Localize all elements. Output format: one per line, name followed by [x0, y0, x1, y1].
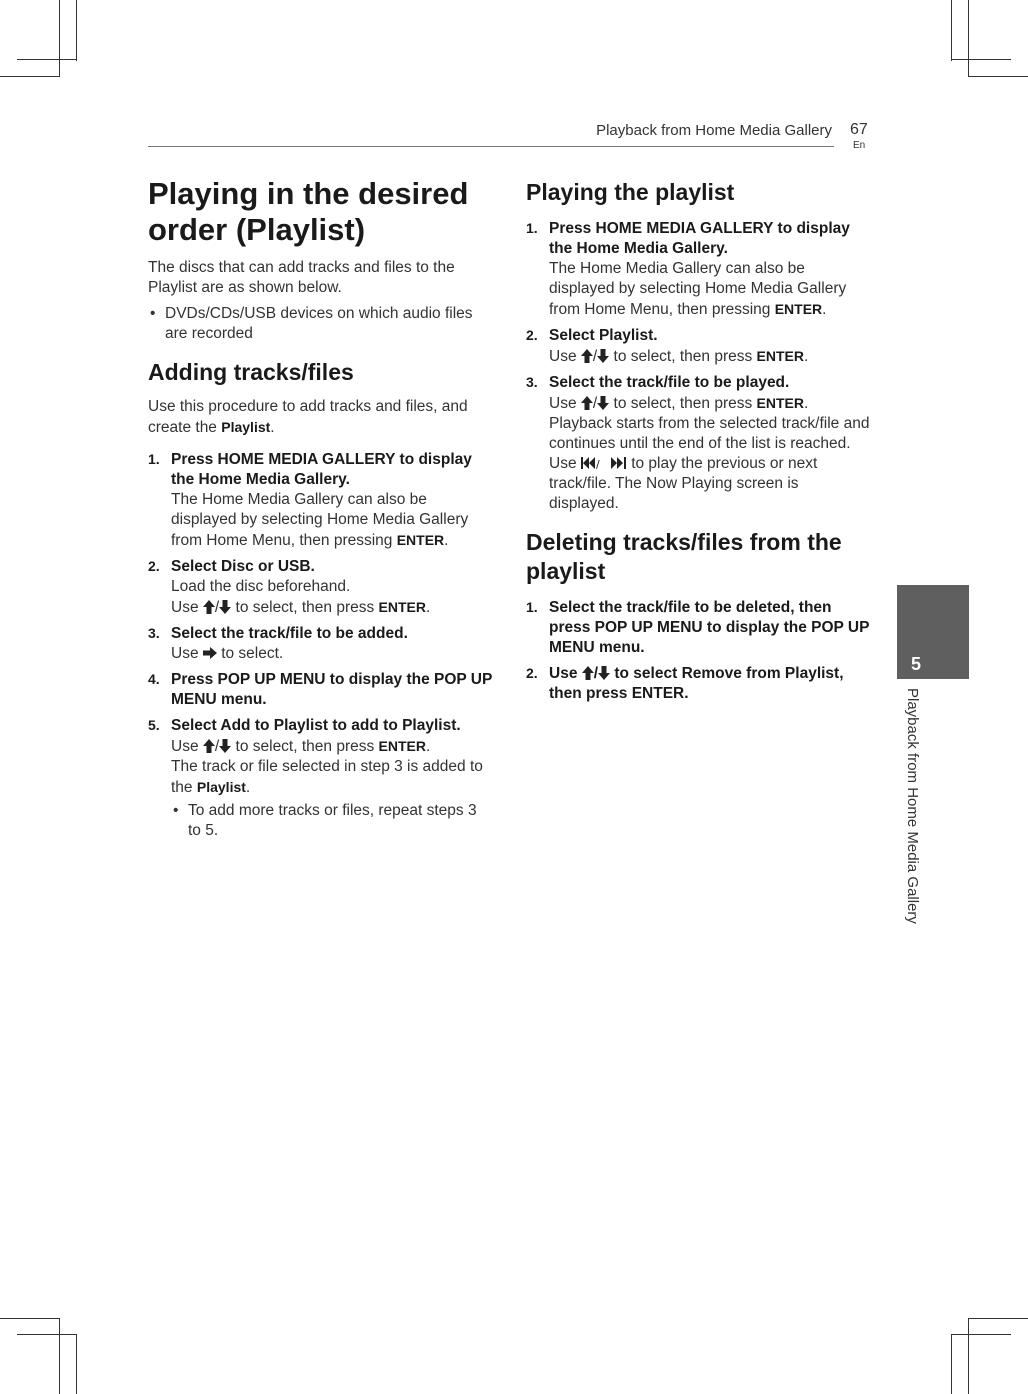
- use-text: Use: [171, 738, 199, 755]
- step-description: Use / to select, then press ENTER.: [549, 348, 809, 365]
- step-description: The track or file selected in step 3 is added to the Playlist.: [171, 758, 483, 796]
- step-item: [148, 670, 493, 710]
- playing-steps: [526, 219, 871, 514]
- use-text: Use: [171, 645, 199, 662]
- step-number: 5.: [148, 717, 160, 733]
- crop-mark: [968, 1318, 969, 1394]
- step-description-text: to play the previous or next track/file. The Now Playing screen is displayed.: [549, 455, 818, 512]
- step-number: 3.: [148, 625, 160, 641]
- step-title: Press POP UP MENU to display the POP UP MENU menu.: [171, 671, 493, 708]
- skip-prev-next-icon: [581, 457, 611, 469]
- step-title: Press HOME MEDIA GALLERY to display the Home Media Gallery.: [549, 220, 850, 257]
- step-description: The Home Media Gallery can also be displayed by selecting Home Media Gallery from Home Menu, then pressing ENTER.: [549, 260, 847, 318]
- step-title: Select the track/file to be played.: [549, 374, 790, 391]
- supported-media-bullet: • DVDs/CDs/USB devices on which audio files are recorded: [148, 304, 493, 344]
- step-title: Use / to select Remove from Playlist, then press ENTER.: [549, 665, 844, 702]
- crop-mark: [76, 0, 77, 61]
- crop-mark: [968, 0, 969, 76]
- step-item: [148, 716, 493, 841]
- crop-mark: [17, 1334, 76, 1335]
- step-description: Load the disc beforehand.: [171, 578, 351, 595]
- up-arrow-icon: [203, 739, 215, 753]
- step-description: Use / to select, then press ENTER.: [171, 738, 431, 755]
- step-item: [526, 373, 871, 514]
- step-description-text: The Home Media Gallery can also be displayed by selecting Home Media Gallery from Home Menu, then pressing: [549, 260, 847, 318]
- step-number: 2.: [526, 665, 538, 681]
- page-number: 67: [850, 121, 868, 138]
- up-arrow-icon: [203, 600, 215, 614]
- step-description-text: to select, then press: [613, 395, 753, 412]
- playlist-keyword: Playlist: [221, 419, 271, 435]
- step-title: Select the track/file to be added.: [171, 625, 408, 642]
- step-item: [526, 219, 871, 320]
- use-text: Use: [549, 395, 577, 412]
- use-text: Use: [171, 599, 199, 616]
- step-title: Select Disc or USB.: [171, 558, 315, 575]
- step-title: Select Playlist.: [549, 327, 658, 344]
- svg-text:/: /: [595, 458, 600, 469]
- step-number: 4.: [148, 671, 160, 687]
- down-arrow-icon: [597, 396, 609, 410]
- left-column: [148, 176, 493, 847]
- crop-mark: [951, 0, 952, 61]
- skip-next-icon: [611, 457, 627, 469]
- use-text: Use: [549, 665, 578, 682]
- chapter-number: 5: [911, 654, 922, 674]
- intro-text: The discs that can add tracks and files to the Playlist are as shown below.: [148, 259, 455, 296]
- step-number: 3.: [526, 374, 538, 390]
- page-language: En: [853, 140, 866, 151]
- side-section-label: Playback from Home Media Gallery: [904, 688, 921, 924]
- enter-keyword: ENTER: [378, 738, 426, 754]
- enter-keyword: ENTER: [756, 348, 804, 364]
- step-number: 2.: [148, 558, 160, 574]
- repeat-steps-note: • To add more tracks or files, repeat steps 3 to 5.: [171, 801, 493, 841]
- crop-mark: [951, 1334, 952, 1394]
- step-description-text: to select, then press: [235, 599, 375, 616]
- adding-intro: Use this procedure to add tracks and files, and create the Playlist.: [148, 398, 468, 436]
- page-title: Playing in the desired order (Playlist): [148, 176, 469, 247]
- down-arrow-icon: [597, 349, 609, 363]
- crop-mark: [968, 1318, 1028, 1319]
- step-item: [526, 326, 871, 367]
- crop-mark: [76, 1334, 77, 1394]
- step-description: [171, 644, 493, 664]
- crop-mark: [968, 76, 1028, 77]
- crop-mark: [951, 1334, 1011, 1335]
- enter-keyword: ENTER: [774, 301, 823, 317]
- step-title: Press HOME MEDIA GALLERY to display the Home Media Gallery.: [171, 451, 472, 488]
- section-heading-playing: Playing the playlist: [526, 179, 735, 205]
- right-arrow-icon: [203, 647, 217, 659]
- up-arrow-icon: [581, 396, 593, 410]
- playlist-keyword: Playlist: [196, 779, 246, 795]
- header-rule: [148, 146, 834, 147]
- crop-mark: [17, 59, 76, 60]
- step-item: [526, 664, 871, 704]
- step-title-text: to select Remove from Playlist, then press ENTER.: [549, 665, 844, 702]
- down-arrow-icon: [219, 600, 231, 614]
- step-item: [148, 624, 493, 664]
- step-description-text: to select, then press: [235, 738, 375, 755]
- step-description-text: to select.: [221, 645, 284, 662]
- adding-intro-text: Use this procedure to add tracks and files, and create the: [148, 398, 468, 436]
- step-description-text: Playback starts from the selected track/file and continues until the end of the list is reached. Use: [549, 415, 870, 472]
- crop-mark: [951, 59, 1011, 60]
- step-item: [526, 598, 871, 658]
- section-heading-deleting: Deleting tracks/files from the playlist: [526, 529, 842, 584]
- crop-mark: [0, 1318, 60, 1319]
- step-description: Use / to select, then press ENTER.: [549, 395, 809, 412]
- step-number: 1.: [526, 220, 538, 236]
- right-column: [526, 178, 871, 710]
- step-title: Select Add to Playlist to add to Playlist.: [171, 717, 461, 734]
- down-arrow-icon: [598, 666, 610, 680]
- step-description-text: The Home Media Gallery can also be displayed by selecting Home Media Gallery from Home Menu, then pressing: [171, 491, 469, 549]
- step-description-text: to select, then press: [613, 348, 753, 365]
- up-arrow-icon: [581, 349, 593, 363]
- crop-mark: [59, 1318, 60, 1394]
- step-title: Select the track/file to be deleted, then press POP UP MENU to display the POP UP MENU menu.: [549, 599, 870, 656]
- crop-mark: [0, 76, 60, 77]
- down-arrow-icon: [219, 739, 231, 753]
- running-header-title: Playback from Home Media Gallery: [596, 122, 832, 139]
- enter-keyword: ENTER: [756, 395, 804, 411]
- deleting-steps: [526, 598, 871, 704]
- step-number: 2.: [526, 327, 538, 343]
- step-description: [549, 414, 871, 514]
- step-number: 1.: [526, 599, 538, 615]
- chapter-tab: [897, 585, 969, 679]
- step-description: The Home Media Gallery can also be displayed by selecting Home Media Gallery from Home Menu, then pressing ENTER.: [171, 491, 469, 549]
- adding-steps: [148, 450, 493, 841]
- up-arrow-icon: [582, 666, 594, 680]
- step-description: Use / to select, then press ENTER.: [171, 599, 431, 616]
- step-description-text: The track or file selected in step 3 is added to the: [171, 758, 483, 796]
- use-text: Use: [549, 348, 577, 365]
- step-item: [148, 450, 493, 551]
- crop-mark: [59, 0, 60, 76]
- enter-keyword: ENTER: [396, 532, 445, 548]
- enter-keyword: ENTER: [378, 599, 426, 615]
- step-number: 1.: [148, 451, 160, 467]
- step-item: [148, 557, 493, 618]
- section-heading-adding: Adding tracks/files: [148, 359, 354, 385]
